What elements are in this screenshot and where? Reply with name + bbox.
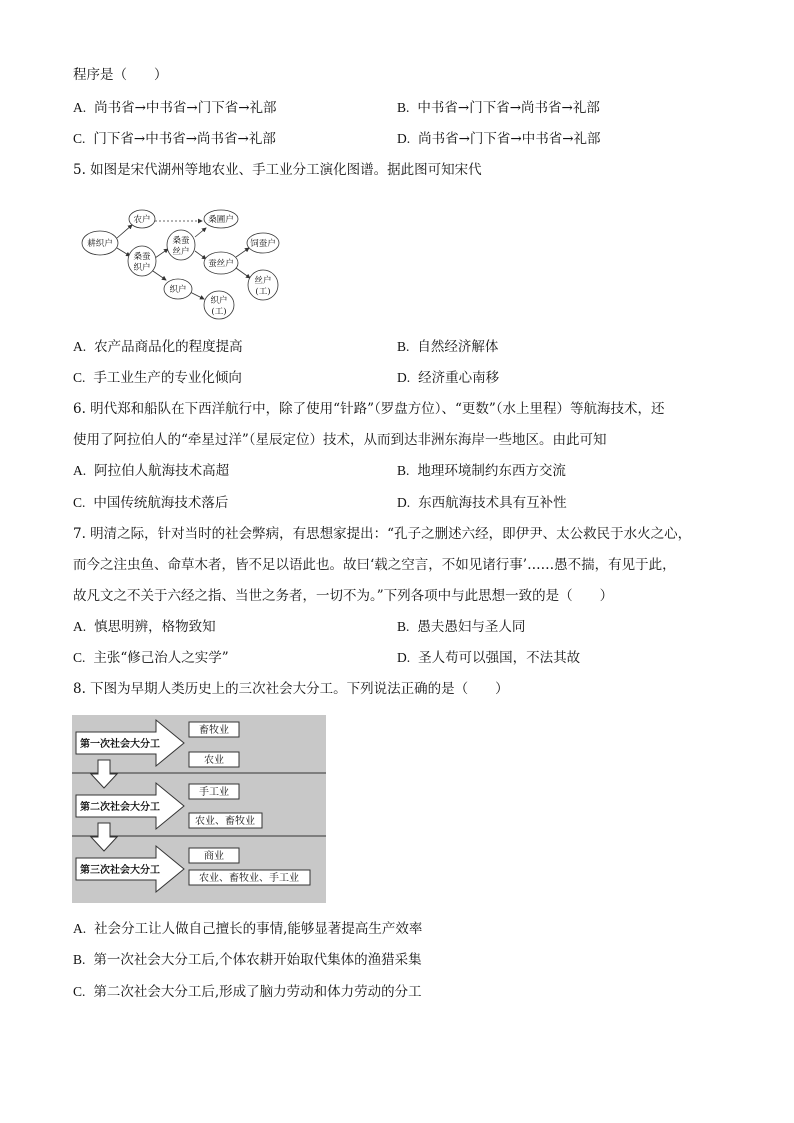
q6-option-b — [397, 462, 566, 480]
option-text: 愚夫愚妇与圣人同 — [417, 619, 526, 635]
option-text: 尚书省→中书省→门下省→礼部 — [94, 100, 277, 116]
option-text: 圣人苟可以强国，不法其故 — [418, 650, 581, 666]
option-label: D. — [397, 650, 411, 665]
q8-division-diagram — [72, 715, 326, 903]
q8-option-b — [73, 951, 422, 969]
node-zhi-gong-2: (工) — [211, 307, 227, 317]
q4-option-a — [73, 99, 277, 117]
node-sangyuan: 桑圃户 — [208, 215, 234, 225]
option-label: B. — [73, 952, 86, 967]
node-sangcan-si-1: 桑蚕 — [172, 236, 190, 246]
box-xumu: 畜牧业 — [199, 725, 229, 736]
option-text: 第一次社会大分工后,个体农耕开始取代集体的渔猎采集 — [93, 952, 422, 968]
q5-stem: 5. 如图是宋代湖州等地农业、手工业分工演化图谱。据此图可知宋代 — [73, 162, 482, 178]
q5-option-b — [397, 338, 498, 356]
arrow-label-first: 第一次社会大分工 — [80, 739, 160, 750]
node-si-gong-2: (工) — [255, 287, 271, 297]
node-nong: 农户 — [133, 215, 151, 225]
q4-stem-tail: 程序是（ ） — [73, 67, 168, 83]
q5-option-c — [73, 369, 242, 387]
node-sangcan-si-2: 丝户 — [172, 247, 190, 257]
node-si-gong-1: 丝户 — [254, 276, 272, 286]
option-text: 社会分工让人做自己擅长的事情,能够显著提高生产效率 — [94, 921, 423, 937]
option-text: 门下省→中书省→尚书省→礼部 — [93, 131, 276, 147]
option-label: A. — [73, 100, 87, 115]
option-label: B. — [397, 619, 410, 634]
q4-option-d — [397, 130, 601, 148]
q5-division-diagram — [80, 203, 285, 321]
q7-stem-line3: 故凡文之不关于六经之指、当世之务者，一切不为。”下列各项中与此思想一致的是（ ） — [73, 588, 614, 604]
q6-stem-line1: 6. 明代郑和船队在下西洋航行中，除了使用“针路”（罗盘方位）、“更数”（水上里程）等航海技术，还 — [73, 401, 665, 417]
node-cansang-zhi-2: 织户 — [133, 263, 151, 273]
option-label: D. — [397, 131, 411, 146]
q7-stem-line2: 而今之注虫鱼、命草木者，皆不足以语此也。故曰‘载之空言，不如见诸行事’……愚不揣，有见于此， — [73, 557, 676, 573]
q7-option-b — [397, 618, 525, 636]
option-label: B. — [397, 463, 410, 478]
option-text: 手工业生产的专业化倾向 — [93, 370, 242, 386]
q8-option-c — [73, 983, 422, 1001]
node-cansi: 蚕丝户 — [208, 259, 234, 269]
q5-option-a — [73, 338, 243, 356]
option-text: 东西航海技术具有互补性 — [418, 495, 567, 511]
q8-option-a — [73, 920, 422, 938]
option-text: 中国传统航海技术落后 — [93, 495, 229, 511]
node-zhi-gong-1: 织户 — [210, 296, 228, 306]
box-nong-xumu: 农业、畜牧业 — [195, 816, 255, 827]
option-label: C. — [73, 984, 86, 999]
option-text: 慎思明辨，格物致知 — [94, 619, 216, 635]
option-label: A. — [73, 339, 87, 354]
q8-stem: 8. 下图为早期人类历史上的三次社会大分工。下列说法正确的是（ ） — [73, 681, 509, 697]
option-label: A. — [73, 619, 87, 634]
q4-option-b — [397, 99, 600, 117]
option-label: C. — [73, 131, 86, 146]
option-text: 农产品商品化的程度提高 — [94, 339, 243, 355]
q6-option-c — [73, 494, 228, 512]
option-label: C. — [73, 370, 86, 385]
arrow-label-second: 第二次社会大分工 — [80, 802, 160, 813]
option-label: B. — [397, 339, 410, 354]
box-nongye: 农业 — [204, 755, 224, 766]
option-text: 尚书省→门下省→中书省→礼部 — [418, 131, 601, 147]
option-label: A. — [73, 921, 87, 936]
option-text: 中书省→门下省→尚书省→礼部 — [417, 100, 600, 116]
option-text: 第二次社会大分工后,形成了脑力劳动和体力劳动的分工 — [93, 984, 422, 1000]
option-label: C. — [73, 495, 86, 510]
option-text: 地理环境制约东西方交流 — [417, 463, 566, 479]
q7-stem-line1: 7. 明清之际，针对当时的社会弊病，有思想家提出：“孔子之删述六经，即伊尹、太公救民于水火之心， — [73, 526, 692, 542]
q5-option-d — [397, 369, 499, 387]
q6-option-a — [73, 462, 229, 480]
q7-option-c — [73, 649, 229, 667]
box-shougongye: 手工业 — [199, 787, 229, 798]
q7-option-d — [397, 649, 580, 667]
option-label: A. — [73, 463, 87, 478]
q7-option-a — [73, 618, 216, 636]
q6-stem-line2: 使用了阿拉伯人的“牵星过洋”（星辰定位）技术，从而到达非洲东海岸一些地区。由此可知 — [73, 432, 607, 448]
option-text: 经济重心南移 — [418, 370, 500, 386]
node-zhi: 织户 — [169, 285, 187, 295]
box-nong-xumu-shougong: 农业、畜牧业、手工业 — [199, 873, 299, 884]
option-label: D. — [397, 495, 411, 510]
node-cansang-zhi-1: 桑蚕 — [133, 252, 151, 262]
q4-option-c — [73, 130, 276, 148]
node-gengzhi: 耕织户 — [87, 239, 113, 249]
option-label: D. — [397, 370, 411, 385]
q6-option-d — [397, 494, 567, 512]
option-text: 主张“修己治人之实学” — [93, 650, 229, 666]
option-text: 阿拉伯人航海技术高超 — [94, 463, 230, 479]
option-label: C. — [73, 650, 86, 665]
option-text: 自然经济解体 — [417, 339, 499, 355]
arrow-label-third: 第三次社会大分工 — [80, 865, 160, 876]
box-shangye: 商业 — [204, 851, 224, 862]
option-label: B. — [397, 100, 410, 115]
node-sicancan: 饲蚕户 — [250, 239, 276, 249]
